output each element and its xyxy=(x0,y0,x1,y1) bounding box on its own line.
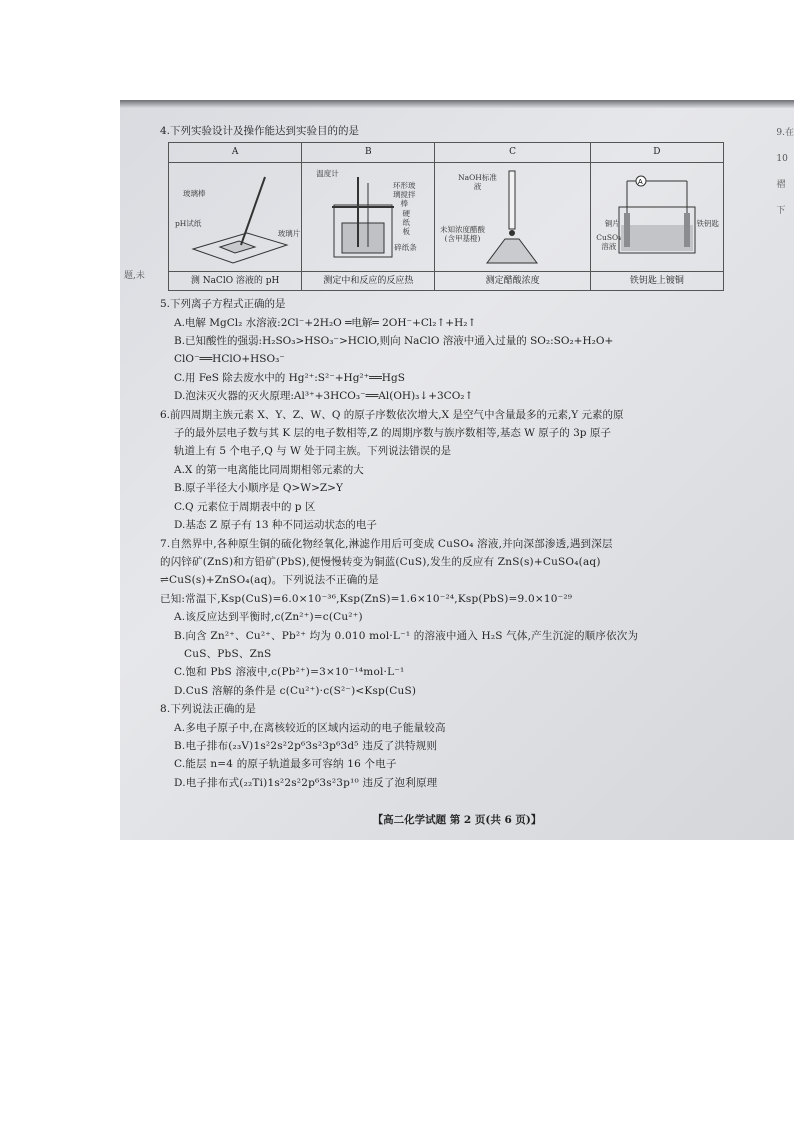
apparatus-b-calorimeter xyxy=(302,162,435,271)
q6-option-c: C.Q 元素位于周期表中的 p 区 xyxy=(174,500,316,513)
page-footer: 【高二化学试题 第 2 页(共 6 页)】 xyxy=(372,814,542,826)
margin-right-text: 9.在 10 褶 下 xyxy=(776,128,794,216)
q4-apparatus-table xyxy=(168,142,724,291)
q5-option-a: A.电解 MgCl₂ 水溶液:2Cl⁻+2H₂O ═电解═ 2OH⁻+Cl₂↑+H₂↑ xyxy=(174,316,477,329)
electroplating-drawing xyxy=(597,167,717,267)
label-copper-plate: 铜片 xyxy=(604,218,620,228)
label-glass-rod: 玻璃棒 xyxy=(183,188,206,198)
apparatus-d-plating xyxy=(590,162,723,271)
q6-stem-1: 6.前四周期主族元素 X、Y、Z、W、Q 的原子序数依次增大,X 是空气中含量最多的元素,Y 元素的原 xyxy=(160,408,624,421)
label-thermometer: 温度计 xyxy=(316,168,339,178)
q7-option-d: D.CuS 溶解的条件是 c(Cu²⁺)·c(S²⁻)<Ksp(CuS) xyxy=(174,684,417,697)
q5-option-b-cont: ClO⁻══HClO+HSO₃⁻ xyxy=(174,353,285,366)
photo-top-shadow xyxy=(120,100,794,108)
q5-option-d: D.泡沫灭火器的灭火原理:Al³⁺+3HCO₃⁻══Al(OH)₃↓+3CO₂↑ xyxy=(174,390,474,403)
label-cuso4-solution: CuSO₄溶液 xyxy=(596,232,622,251)
q6-stem-2: 子的最外层电子数与其 K 层的电子数相等,Z 的周期序数与族序数相等,基态 W 原子的 3p 原子 xyxy=(174,427,611,440)
q6-stem-3: 轨道上有 5 个电子,Q 与 W 处于同主族。下列说法错误的是 xyxy=(174,445,452,458)
q7-option-a: A.该反应达到平衡时,c(Zn²⁺)=c(Cu²⁺) xyxy=(174,611,363,624)
q5-option-c: C.用 FeS 除去废水中的 Hg²⁺:S²⁻+Hg²⁺══HgS xyxy=(174,371,405,384)
q6-option-b: B.原子半径大小顺序是 Q>W>Z>Y xyxy=(174,482,343,495)
q7-stem-1: 7.自然界中,各种原生铜的硫化物经氧化,淋滤作用后可变成 CuSO₄ 溶液,并向深部渗透,遇到深层 xyxy=(160,537,613,550)
q5-option-b: B.已知酸性的强弱:H₂SO₃>HSO₃⁻>HClO,则向 NaClO 溶液中通入过量的 SO₂:SO₂+H₂O+ xyxy=(174,335,614,348)
header-c: C xyxy=(435,143,590,162)
label-naoh-standard: NaOH标准液 xyxy=(458,172,497,191)
q8-option-d: D.电子排布式(₂₂Ti)1s²2s²2p⁶3s²3p¹⁰ 违反了泡利原理 xyxy=(174,776,438,789)
apparatus-c-titration xyxy=(435,162,590,271)
q8-stem: 8.下列说法正确的是 xyxy=(160,703,257,716)
caption-d: 铁钥匙上镀铜 xyxy=(590,271,723,290)
header-a: A xyxy=(169,143,302,162)
label-acetic-acid: 未知浓度醋酸(含甲基橙) xyxy=(439,224,485,243)
label-glass-plate: 玻璃片 xyxy=(277,228,301,238)
q7-option-c: C.饱和 PbS 溶液中,c(Pb²⁺)=3×10⁻¹⁴mol·L⁻¹ xyxy=(174,666,405,679)
label-paper-scraps: 碎纸条 xyxy=(394,242,417,252)
q7-given: 已知:常温下,Ksp(CuS)=6.0×10⁻³⁶,Ksp(ZnS)=1.6×10⁻²⁴,Ksp(PbS)=9.0×10⁻²⁹ xyxy=(160,592,573,605)
q8-option-b: B.电子排布(₂₃V)1s²2s²2p⁶3s²3p⁶3d⁵ 违反了洪特规则 xyxy=(174,739,438,752)
q7-stem-2: 的闪锌矿(ZnS)和方铅矿(PbS),便慢慢转变为铜蓝(CuS),发生的反应有 ZnS(s)+CuSO₄(aq) xyxy=(160,555,601,568)
margin-left-text: 题,未 xyxy=(124,271,145,281)
q6-option-d: D.基态 Z 原子有 13 种不同运动状态的电子 xyxy=(174,519,377,532)
label-stirrer: 环形玻璃搅拌棒 xyxy=(392,180,416,208)
q7-stem-3: ⇌CuS(s)+ZnSO₄(aq)。下列说法不正确的是 xyxy=(160,574,379,587)
label-iron-key: 铁钥匙 xyxy=(696,218,719,228)
q6-option-a: A.X 的第一电离能比同周期相邻元素的大 xyxy=(174,463,364,476)
caption-a: 测 NaClO 溶液的 pH xyxy=(169,271,302,290)
apparatus-a-ph xyxy=(169,162,302,271)
q8-option-a: A.多电子原子中,在离核较近的区域内运动的电子能量较高 xyxy=(174,721,446,734)
label-ph-paper: pH试纸 xyxy=(175,218,202,228)
header-d: D xyxy=(590,143,723,162)
q4-stem: 4.下列实验设计及操作能达到实验目的的是 xyxy=(160,125,360,137)
caption-c: 测定醋酸浓度 xyxy=(435,271,590,290)
ph-test-drawing xyxy=(175,167,295,267)
svg-text:A: A xyxy=(637,178,643,186)
photo-of-exam-page xyxy=(120,100,794,840)
q7-option-b: B.向含 Zn²⁺、Cu²⁺、Pb²⁺ 均为 0.010 mol·L⁻¹ 的溶液中通入 H₂S 气体,产生沉淀的顺序依次为 xyxy=(174,629,639,642)
question-content xyxy=(160,122,730,792)
label-cardboard: 硬纸板 xyxy=(402,208,410,236)
q7-option-b-cont: CuS、PbS、ZnS xyxy=(184,647,272,660)
header-b: B xyxy=(302,143,435,162)
q8-option-c: C.能层 n=4 的原子轨道最多可容纳 16 个电子 xyxy=(174,758,397,771)
caption-b: 测定中和反应的反应热 xyxy=(302,271,435,290)
q5-stem: 5.下列离子方程式正确的是 xyxy=(160,298,286,311)
